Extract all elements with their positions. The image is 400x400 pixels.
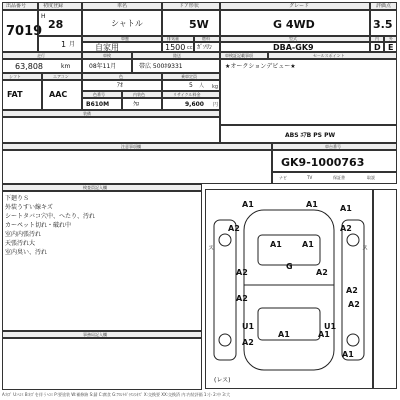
shift-label: シフト <box>9 74 21 79</box>
year: 28 <box>48 18 64 31</box>
inspector-cell <box>2 191 202 331</box>
doors-cell <box>162 10 220 36</box>
inspection-label-cell <box>82 52 132 59</box>
frame-number: GK9-1000763 <box>281 156 365 169</box>
inspector-line: 室内臭い、汚れ <box>5 249 48 256</box>
damage-mark: A2 <box>236 294 248 303</box>
usage-cell <box>82 42 162 52</box>
inspector-line: 室内内張汚れ <box>5 231 42 238</box>
auction-cell <box>2 338 202 390</box>
fuel-cell <box>194 42 220 52</box>
score-cell <box>370 10 397 36</box>
lot-number: 7019 <box>6 24 43 39</box>
damage-mark: A2 <box>346 286 358 295</box>
interior-grade-cell <box>370 42 384 52</box>
shift: FAT <box>7 90 23 99</box>
sales-point: ★オークションデビュー★ <box>225 63 296 70</box>
mileage-label: 走行 <box>37 53 45 58</box>
interior-color-cell <box>122 98 162 110</box>
inspector-line: 外装うすい線キズ <box>5 204 53 211</box>
ac-cell <box>42 80 82 110</box>
inspector-line: 天張汚れ大 <box>5 240 36 247</box>
mileage: 63,808 <box>15 62 43 71</box>
seats-unit: 人 <box>199 83 205 89</box>
diagram-side-label: ス <box>362 245 369 252</box>
model-code-cell <box>220 42 370 52</box>
disp-label: 排気量 <box>167 36 179 41</box>
diagram-legend: (レス) <box>214 377 231 384</box>
month-unit: 月 <box>69 41 76 48</box>
recycle-label-cell <box>162 91 220 98</box>
inspector-line: カーペット切れ・破れ中 <box>5 222 72 229</box>
year-cell <box>38 10 82 36</box>
car-name: シャトル <box>111 19 143 28</box>
auction-label-cell <box>2 331 202 338</box>
plate-label: 陸送 <box>173 53 181 58</box>
damage-mark: A2 <box>242 338 254 347</box>
recycle-cell <box>162 98 220 110</box>
notes-cell <box>2 150 272 184</box>
car-name-label: 車名 <box>117 3 128 9</box>
diagram-side-label: ス <box>208 245 215 252</box>
damage-mark: G <box>286 262 293 271</box>
sales-point-label-cell <box>268 52 397 59</box>
inspection: 08年11月 <box>89 63 117 70</box>
fuel: ｶﾞｿﾘﾝ <box>197 44 213 51</box>
recycle-label: リサイクル料金 <box>173 92 201 97</box>
usage-label: 車歴 <box>121 36 129 41</box>
notes-label: 車検証記載事項 <box>225 53 253 58</box>
damage-mark: A1 <box>306 200 318 209</box>
plate: 帯広 500ﾎ9331 <box>139 63 183 70</box>
car-name-label-cell <box>82 2 162 10</box>
notes-section-label: 注意事項欄 <box>121 144 141 149</box>
color-label-cell <box>82 73 162 80</box>
lot-label-cell <box>2 2 38 10</box>
frame-sub-3: 取説 <box>367 175 375 180</box>
car-diagram <box>205 189 373 389</box>
plate-label-cell <box>132 52 220 59</box>
lot-number-cell <box>2 10 43 52</box>
inspector-line: 下廻りＳ <box>5 195 30 202</box>
color-no-cell <box>82 98 122 110</box>
sales-point-label: セールスポイント <box>313 53 345 58</box>
color-no: B610M <box>86 101 110 108</box>
mileage-cell <box>2 59 82 73</box>
displacement: 1500 <box>165 43 186 52</box>
damage-mark: A1 <box>318 330 330 339</box>
displacement-cell <box>162 42 194 52</box>
seats-label-cell <box>162 73 220 80</box>
color-cell <box>82 80 162 91</box>
frame-sub-cell <box>272 172 397 184</box>
damage-mark: A1 <box>270 240 282 249</box>
color-label: 色 <box>119 74 123 79</box>
doors: 5W <box>189 18 209 31</box>
equipment-blank-cell <box>2 117 220 143</box>
inspector-label-cell <box>2 184 202 191</box>
doors-label-cell <box>162 2 220 10</box>
damage-mark: U1 <box>324 322 337 331</box>
legend-footer: A:ｷｽﾞ U:ﾍｺﾐ B:ｷｽﾞを伴うﾍｺﾐ P:要塗装 W:補修跡 S:錆 C:腐食 G:ﾌﾛﾝﾄｶﾞﾗｽのｷｽﾞ X:交換要 XX:交換済 内:内装評価 1:小 2:中 3:大 <box>2 392 231 397</box>
auction-sheet <box>2 2 397 392</box>
month-cell <box>38 36 82 52</box>
seats: 5 <box>189 82 193 89</box>
interior-label: 内 <box>375 36 379 41</box>
exterior-grade-cell <box>384 42 397 52</box>
model-label: 型式 <box>289 36 297 41</box>
frame-sub-1: TV <box>307 175 313 180</box>
damage-mark: A2 <box>348 300 360 309</box>
plate-cell <box>132 59 220 73</box>
recycle: 9,600 <box>185 101 204 108</box>
fuel-label: 燃料 <box>202 36 210 41</box>
ac-label: エアコン <box>53 74 69 79</box>
score-label: 評価点 <box>376 3 392 9</box>
grade: G 4WD <box>273 18 315 31</box>
frame-label: 車台番号 <box>325 144 341 149</box>
exterior-grade: E <box>388 43 394 52</box>
damage-mark: A1 <box>340 204 352 213</box>
frame-label-cell <box>272 143 397 150</box>
grade-cell <box>220 10 370 36</box>
damage-mark: A2 <box>340 224 352 233</box>
interior-grade: D <box>374 43 381 52</box>
damage-mark: A2 <box>228 224 240 233</box>
recycle-unit: 円 <box>213 102 219 108</box>
mileage-label-cell <box>2 52 82 59</box>
shift-cell <box>2 80 42 110</box>
damage-mark: A2 <box>236 268 248 277</box>
ac: AAC <box>49 90 68 99</box>
color-no-label-cell <box>82 91 122 98</box>
shift-label-cell <box>2 73 42 80</box>
first-reg-label-cell <box>38 2 82 10</box>
notes-label-cell <box>220 52 268 59</box>
inspector-label: 検査員記入欄 <box>83 185 107 190</box>
interior-color-label: 内装色 <box>133 92 145 97</box>
inspection-cell <box>82 59 132 73</box>
capacity-unit: kg <box>212 84 219 90</box>
score: 3.5 <box>373 18 393 31</box>
frame-sub-0: ナビ <box>279 175 287 180</box>
inspection-label: 車検 <box>103 53 111 58</box>
damage-mark: A1 <box>342 350 354 359</box>
doors-label: ドア形状 <box>179 3 199 9</box>
exterior-label: 外 <box>389 36 393 41</box>
car-name-cell <box>82 10 162 36</box>
first-reg-label: 初度登録 <box>43 3 64 9</box>
color-no-label: 色番号 <box>93 92 105 97</box>
notes-section-label-cell <box>2 143 272 150</box>
inspector-line: シートタバコ穴中、へたり、汚れ <box>5 213 95 220</box>
equipment-label-cell <box>2 110 220 117</box>
equipment-cell <box>220 125 397 143</box>
grade-label-cell <box>220 2 370 10</box>
km-unit: km <box>61 63 71 70</box>
usage: 自家用 <box>95 43 119 52</box>
model-code: DBA-GK9 <box>273 43 314 52</box>
ac-label-cell <box>42 73 82 80</box>
frame-sub-2: 保証書 <box>333 175 345 180</box>
sales-point-cell <box>220 59 397 125</box>
grade-label: グレード <box>289 3 310 9</box>
damage-mark: U1 <box>242 322 255 331</box>
score-label-cell <box>370 2 397 10</box>
auction-label: 事務局記入欄 <box>83 332 107 337</box>
damage-mark: A2 <box>316 268 328 277</box>
cc-unit: cc <box>187 45 193 51</box>
lot-label: 出品番号 <box>6 3 27 9</box>
era: H <box>41 13 46 20</box>
seats-label: 乗車定員 <box>181 74 197 79</box>
equipment: ABS ｴｱB PS PW <box>285 132 336 139</box>
equipment-label: 装備 <box>83 111 91 116</box>
damage-mark: A1 <box>242 200 254 209</box>
damage-mark: A1 <box>278 330 290 339</box>
body-color: ｱｵ <box>117 82 124 89</box>
diagram-side-strip <box>373 189 397 389</box>
interior-color: ｸﾛ <box>133 101 140 108</box>
frame-cell <box>272 150 397 172</box>
month: 1 <box>61 40 67 49</box>
interior-color-label-cell <box>122 91 162 98</box>
damage-mark: A1 <box>302 240 314 249</box>
